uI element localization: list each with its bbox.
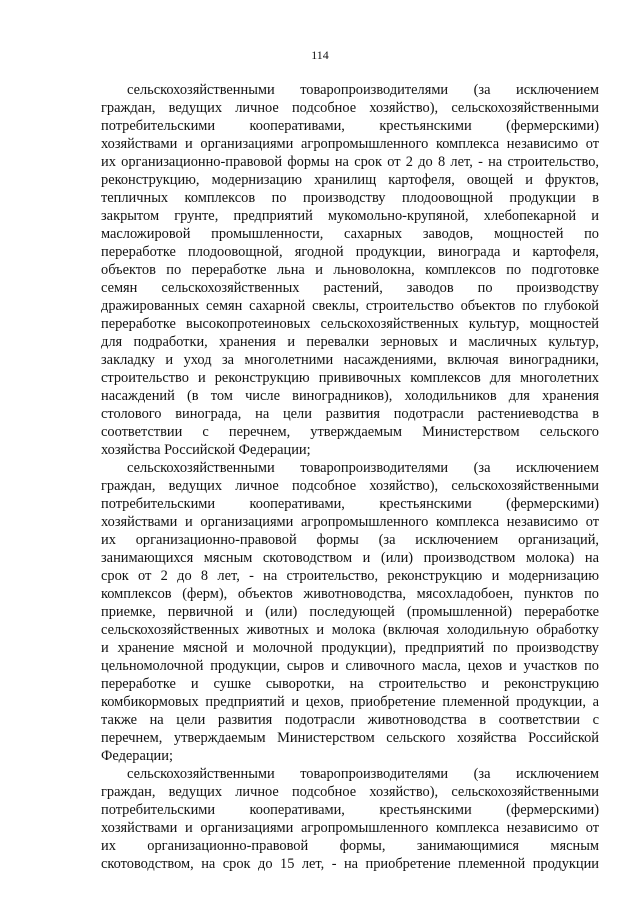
text-line: цельномолочной продукции, сыров и сливочного масла, цехов и участков по xyxy=(101,658,599,674)
text-line: хозяйства Российской Федерации; xyxy=(101,442,311,458)
text-line: масложировой промышленности, сахарных заводов, мощностей по xyxy=(101,226,599,242)
text-line: хозяйствами и организациями агропромышленного комплекса независимо от xyxy=(101,136,599,152)
text-line: для подработки, хранения и перевалки зерновых и масличных культур, xyxy=(101,334,599,350)
paragraph xyxy=(101,765,599,873)
text-line: закладку и уход за многолетними насаждениями, включая виноградники, xyxy=(101,352,599,368)
paragraph xyxy=(101,459,599,765)
text-line: потребительскими кооперативами, крестьянскими (фермерскими) xyxy=(101,802,599,818)
text-line: сельскохозяйственными товаропроизводителями (за исключением xyxy=(127,766,599,782)
text-line: их организационно-правовой формы (за исключением организаций, xyxy=(101,532,599,548)
text-line: сельскохозяйственных животных и молока (включая холодильную обработку xyxy=(101,622,599,638)
text-line: их организационно-правовой формы на срок от 2 до 8 лет, - на строительство, xyxy=(101,154,599,170)
paragraph xyxy=(101,81,599,459)
text-line: граждан, ведущих личное подсобное хозяйство), сельскохозяйственными xyxy=(101,784,599,800)
text-line: хозяйствами и организациями агропромышленного комплекса независимо от xyxy=(101,514,599,530)
text-line: закрытом грунте, предприятий мукомольно-крупяной, хлебопекарной и xyxy=(101,208,599,224)
text-line: переработке высокопротеиновых сельскохозяйственных культур, мощностей xyxy=(101,316,599,332)
text-line: срок от 2 до 8 лет, - на строительство, реконструкцию и модернизацию xyxy=(101,568,599,584)
text-line: комбикормовых предприятий и цехов, приобретение племенной продукции, а xyxy=(101,694,599,710)
text-line: переработке и сушке сыворотки, на строительство и реконструкцию xyxy=(101,676,599,692)
text-line: их организационно-правовой формы, занимающимися мясным xyxy=(101,838,599,854)
text-line: Федерации; xyxy=(101,748,173,764)
text-line: дражированных семян сахарной свеклы, строительство объектов по глубокой xyxy=(101,298,599,314)
text-line: соответствии с перечнем, утверждаемым Министерством сельского xyxy=(101,424,599,440)
text-line: потребительскими кооперативами, крестьянскими (фермерскими) xyxy=(101,118,599,134)
text-line: и хранение мясной и молочной продукции), предприятий по производству xyxy=(101,640,599,656)
text-line: также на цели развития подотрасли животноводства в соответствии с xyxy=(101,712,599,728)
text-line: объектов по переработке льна и льноволокна, комплексов по подготовке xyxy=(101,262,599,278)
text-line: реконструкцию, модернизацию хранилищ картофеля, овощей и фруктов, xyxy=(101,172,599,188)
text-line: граждан, ведущих личное подсобное хозяйство), сельскохозяйственными xyxy=(101,100,599,116)
text-line: потребительскими кооперативами, крестьянскими (фермерскими) xyxy=(101,496,599,512)
text-line: перечнем, утверждаемым Министерством сельского хозяйства Российской xyxy=(101,730,599,746)
text-line: приемке, первичной и (или) последующей (промышленной) переработке xyxy=(101,604,599,620)
text-line: сельскохозяйственными товаропроизводителями (за исключением xyxy=(127,82,599,98)
document-body xyxy=(101,81,599,873)
text-line: граждан, ведущих личное подсобное хозяйство), сельскохозяйственными xyxy=(101,478,599,494)
text-line: скотоводством, на срок до 15 лет, - на приобретение племенной продукции xyxy=(101,856,599,872)
text-line: столового винограда, на цели развития подотрасли растениеводства в xyxy=(101,406,599,422)
text-line: занимающихся мясным скотоводством и (или) производством молока) на xyxy=(101,550,599,566)
page-number: 114 xyxy=(311,48,329,62)
text-line: сельскохозяйственными товаропроизводителями (за исключением xyxy=(127,460,599,476)
text-line: насаждений (в том числе виноградников), холодильников для хранения xyxy=(101,388,599,404)
text-line: переработке плодоовощной, ягодной продукции, винограда и картофеля, xyxy=(101,244,599,260)
text-line: тепличных комплексов по производству плодоовощной продукции в xyxy=(101,190,599,206)
text-line: хозяйствами и организациями агропромышленного комплекса независимо от xyxy=(101,820,599,836)
text-line: строительство и реконструкцию прививочных комплексов для многолетних xyxy=(101,370,599,386)
text-line: комплексов (ферм), объектов животноводства, мясохладобоен, пунктов по xyxy=(101,586,599,602)
text-line: семян сельскохозяйственных растений, заводов по производству xyxy=(101,280,599,296)
